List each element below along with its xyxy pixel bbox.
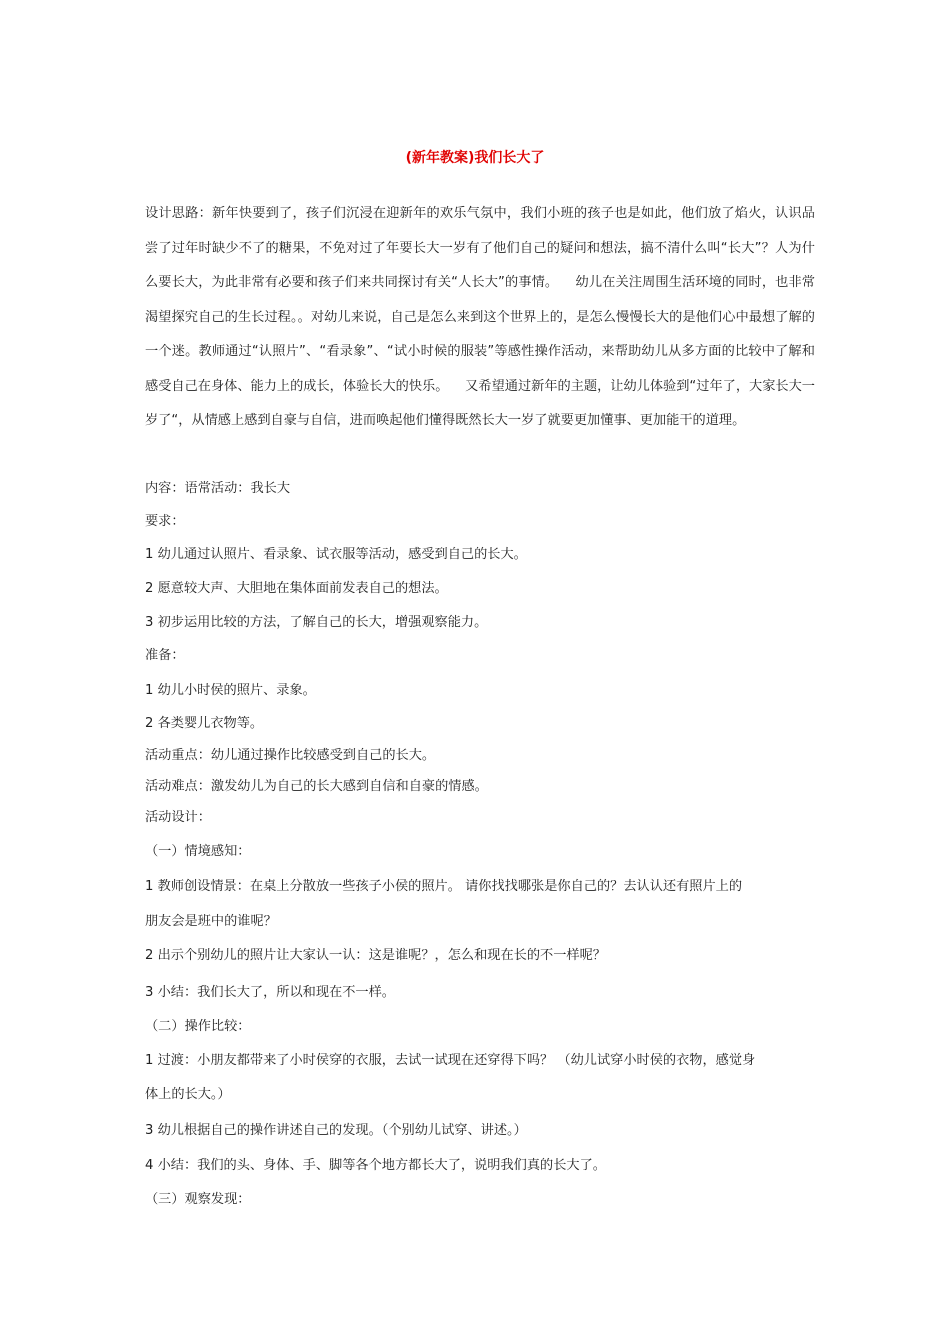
activity-design-heading: 活动设计：: [145, 810, 211, 825]
activity-step: 2 出示个别幼儿的照片让大家认一认：这是谁呢？，怎么和现在长的不一样呢？: [145, 948, 606, 963]
activity-step-continued: 朋友会是班中的谁呢？: [145, 914, 277, 929]
requirement-item: 1 幼儿通过认照片、看录象、试衣服等活动，感受到自己的长大。: [145, 547, 527, 562]
requirements-heading: 要求：: [145, 514, 185, 529]
section-heading: （一）情境感知：: [145, 844, 251, 859]
requirement-item: 2 愿意较大声、大胆地在集体面前发表自己的想法。: [145, 581, 448, 596]
activity-step: 1 教师创设情景：在桌上分散放一些孩子小侯的照片。 请你找找哪张是你自己的？去认认还有照片上的: [145, 879, 743, 894]
difficulty-line: 活动难点：激发幼儿为自己的长大感到自信和自豪的情感。: [145, 779, 488, 794]
activity-step-continued: 体上的长大。）: [145, 1087, 231, 1102]
activity-step: 3 小结：我们长大了，所以和现在不一样。: [145, 985, 395, 1000]
activity-step: 1 过渡：小朋友都带来了小时侯穿的衣服，去试一试现在还穿得下吗？ （幼儿试穿小时侯的衣物，感觉身: [145, 1053, 756, 1068]
key-point-line: 活动重点：幼儿通过操作比较感受到自己的长大。: [145, 748, 436, 763]
section-heading: （三）观察发现：: [145, 1192, 251, 1207]
preparation-item: 2 各类婴儿衣物等。: [145, 716, 264, 731]
activity-step: 3 幼儿根据自己的操作讲述自己的发现。（个别幼儿试穿、讲述。）: [145, 1123, 527, 1138]
preparation-heading: 准备：: [145, 648, 185, 663]
design-idea-paragraph: 设计思路：新年快要到了，孩子们沉浸在迎新年的欢乐气氛中，我们小班的孩子也是如此，他们放了焰火，认识品尝了过年时缺少不了的糖果，不免对过了年要长大一岁有了他们自己的疑问和想法，搞不清什么叫“长大”？人为什么要长大，为此非常有必要和孩子们来共同探讨有关“人长大”的事情。 幼儿在关注周围生活环境的同时，也非常渴望探究自己的生长过程。。对幼儿来说，自己是怎么来到这个世界上的，是怎么慢慢长大的是他们心中最想了解的一个迷。教师通过“认照片”、“看录象”、“试小时候的服装”等感性操作活动，来帮助幼儿从多方面的比较中了解和感受自己在身体、能力上的成长，体验长大的快乐。 又希望通过新年的主题，让幼儿体验到“过年了，大家长大一岁了“，从情感上感到自豪与自信，进而唤起他们懂得既然长大一岁了就要更加懂事、更加能干的道理。: [145, 206, 815, 428]
activity-step: 4 小结：我们的头、身体、手、脚等各个地方都长大了，说明我们真的长大了。: [145, 1158, 606, 1173]
section-heading: （二）操作比较：: [145, 1019, 251, 1034]
content-line: 内容：语常活动：我长大: [145, 481, 291, 496]
document-title: (新年教案)我们长大了: [405, 150, 545, 166]
requirement-item: 3 初步运用比较的方法，了解自己的长大，增强观察能力。: [145, 615, 488, 630]
preparation-item: 1 幼儿小时侯的照片、录象。: [145, 683, 316, 698]
